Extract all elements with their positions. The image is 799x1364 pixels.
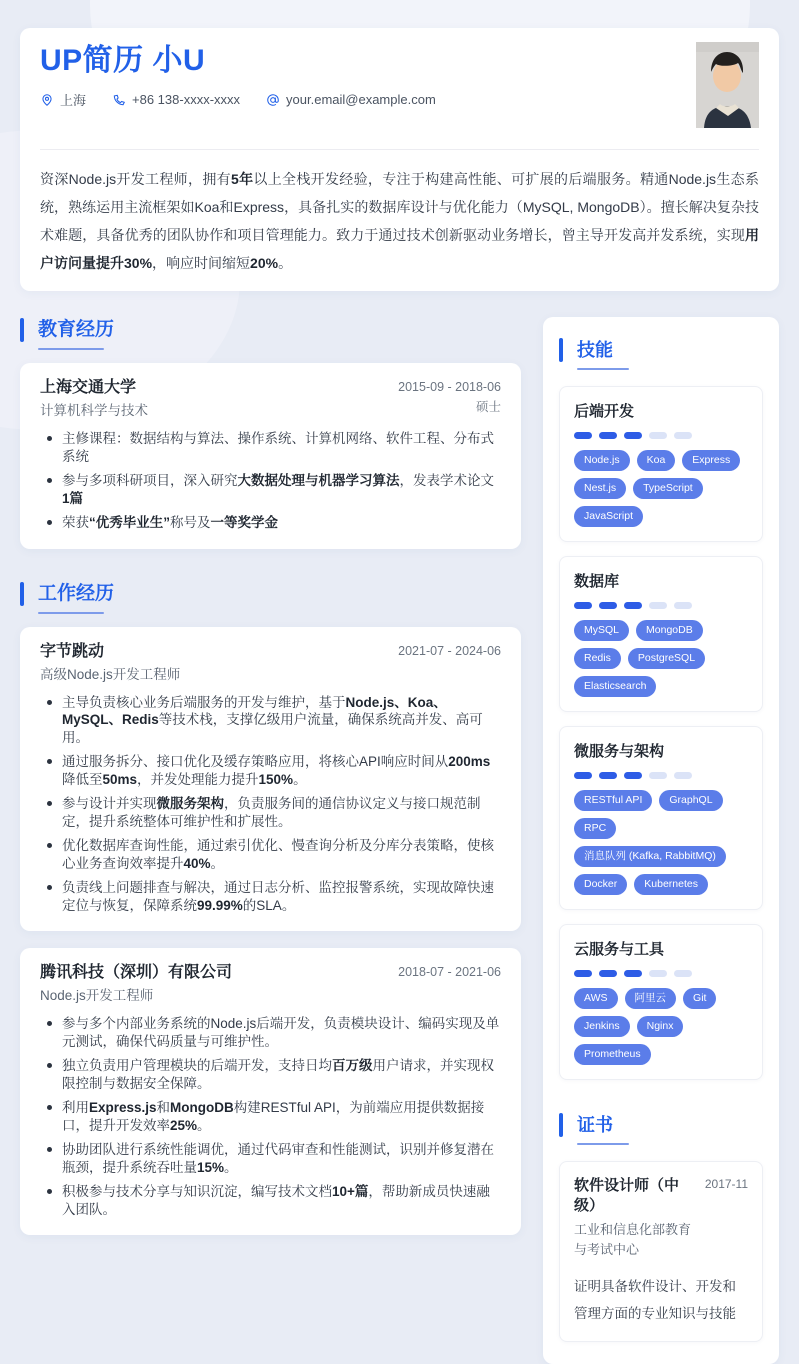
section-underline xyxy=(577,368,629,370)
bullet-item: 积极参与技术分享与知识沉淀，编写技术文档10+篇，帮助新成员快速融入团队。 xyxy=(40,1183,501,1218)
section-title: 工作经历 xyxy=(38,582,115,604)
rating-segment xyxy=(574,970,592,977)
header-card xyxy=(20,28,779,291)
contact-row xyxy=(40,90,759,109)
rating-segment xyxy=(674,772,692,779)
header-divider xyxy=(40,149,759,150)
bullet-item: 参与设计并实现微服务架构，负责服务间的通信协议定义与接口规范制定，提升系统整体可维护性和扩展性。 xyxy=(40,795,501,830)
skill-list xyxy=(559,386,763,1080)
bullet-item: 参与多个内部业务系统的Node.js后端开发，负责模块设计、编码实现及单元测试，确保代码质量与可维护性。 xyxy=(40,1015,501,1050)
email-text: your.email@example.com xyxy=(286,92,436,107)
section-title: 教育经历 xyxy=(38,319,115,340)
skill-tag: 消息队列 (Kafka, RabbitMQ) xyxy=(574,846,726,867)
sidebar xyxy=(543,317,779,1364)
skill-tag: Nginx xyxy=(637,1016,684,1037)
skill-tag: Node.js xyxy=(574,450,630,471)
skill-rating xyxy=(574,970,748,977)
work-card xyxy=(20,627,521,932)
skill-tag: RPC xyxy=(574,818,616,839)
rating-segment xyxy=(674,970,692,977)
skill-tag: Nest.js xyxy=(574,478,626,499)
section-header-certificates xyxy=(559,1112,763,1145)
rating-segment xyxy=(574,602,592,609)
rating-segment xyxy=(599,602,617,609)
skill-group-name: 微服务与架构 xyxy=(574,743,665,760)
work-date: 2018-07 - 2021-06 xyxy=(398,965,501,979)
certificate-name: 软件设计师（中级） xyxy=(574,1177,680,1214)
bullet-item: 优化数据库查询性能，通过索引优化、慢查询分析及分库分表策略，使核心业务查询效率提升40%。 xyxy=(40,837,501,872)
work-list xyxy=(20,627,521,1236)
education-card xyxy=(20,363,521,549)
avatar xyxy=(696,42,759,128)
rating-segment xyxy=(649,602,667,609)
education-date: 2015-09 - 2018-06 xyxy=(398,380,501,394)
rating-segment xyxy=(624,602,642,609)
bullet-item: 负责线上问题排查与解决，通过日志分析、监控报警系统，实现故障快速定位与恢复，保障系统99.99%的SLA。 xyxy=(40,879,501,914)
skill-rating xyxy=(574,602,748,609)
contact-phone xyxy=(112,92,240,107)
education-main xyxy=(40,378,148,420)
skill-tag: MySQL xyxy=(574,620,629,641)
work-bullets xyxy=(40,1015,501,1218)
rating-segment xyxy=(574,432,592,439)
rating-segment xyxy=(674,602,692,609)
main-content xyxy=(20,317,779,1364)
skill-tag: Redis xyxy=(574,648,621,669)
skill-tag: RESTful API xyxy=(574,790,652,811)
section-title: 证书 xyxy=(577,1115,613,1135)
school-name: 上海交通大学 xyxy=(40,379,137,396)
rating-segment xyxy=(649,432,667,439)
rating-segment xyxy=(649,772,667,779)
rating-segment xyxy=(624,432,642,439)
skill-tag: MongoDB xyxy=(636,620,703,641)
rating-segment xyxy=(599,772,617,779)
work-meta xyxy=(388,963,501,981)
work-card-header xyxy=(40,963,501,1005)
section-underline xyxy=(577,1143,629,1145)
bullet-item: 参与多项科研项目，深入研究大数据处理与机器学习算法，发表学术论文1篇 xyxy=(40,472,501,507)
company-name: 字节跳动 xyxy=(40,642,105,660)
skill-group-name: 数据库 xyxy=(574,573,620,590)
work-card xyxy=(20,948,521,1235)
contact-location xyxy=(40,90,86,109)
job-title: Node.js开发工程师 xyxy=(40,988,154,1003)
skill-tag: GraphQL xyxy=(659,790,722,811)
rating-segment xyxy=(624,772,642,779)
education-meta xyxy=(388,378,501,416)
work-date: 2021-07 - 2024-06 xyxy=(398,643,501,658)
contact-email xyxy=(266,92,436,107)
section-header-skills xyxy=(559,337,763,370)
major-name: 计算机科学与技术 xyxy=(40,403,148,418)
company-name: 腾讯科技（深圳）有限公司 xyxy=(40,964,233,981)
profile-summary: 资深Node.js开发工程师，拥有5年以上全栈开发经验，专注于构建高性能、可扩展的后端服务。精通Node.js生态系统，熟练运用主流框架如Koa和Express，具备扎实的数据库设计与优化能力（MySQL, MongoDB）。擅长解决复杂技术难题，具备优秀的团队协作和项目管理能力。致力于通过技术创新驱动业务增长，曾主导开发高并发系统，实现用户访问量提升30%，响应时间缩短20%。 xyxy=(40,171,760,271)
education-bullets xyxy=(40,430,501,532)
skill-rating xyxy=(574,432,748,439)
work-card-header xyxy=(40,642,501,684)
skill-tag: Express xyxy=(682,450,740,471)
skill-tag: PostgreSQL xyxy=(628,648,705,669)
phone-icon xyxy=(112,93,126,107)
rating-segment xyxy=(599,432,617,439)
education-card-header xyxy=(40,378,501,420)
skill-tag: Docker xyxy=(574,874,627,895)
skill-rating xyxy=(574,772,748,779)
skill-tags xyxy=(574,450,748,527)
job-title: 高级Node.js开发工程师 xyxy=(40,666,181,682)
bullet-item: 主修课程：数据结构与算法、操作系统、计算机网络、软件工程、分布式系统 xyxy=(40,430,501,465)
skill-tag: Koa xyxy=(637,450,676,471)
certificate-header xyxy=(574,1176,748,1216)
skill-tag: TypeScript xyxy=(633,478,703,499)
section-header-work xyxy=(20,581,521,614)
skill-tag: Prometheus xyxy=(574,1044,651,1065)
location-text: 上海 xyxy=(60,93,87,108)
page-title: UP简历 小U xyxy=(40,44,206,77)
section-header-education xyxy=(20,317,521,350)
skill-tag: 阿里云 xyxy=(625,988,677,1009)
bullet-item: 荣获“优秀毕业生”称号及一等奖学金 xyxy=(40,514,501,532)
bullet-item: 利用Express.js和MongoDB构建RESTful API，为前端应用提供数据接口，提升开发效率25%。 xyxy=(40,1099,501,1134)
skill-group-card xyxy=(559,556,763,712)
bullet-item: 主导负责核心业务后端服务的开发与维护，基于Node.js、Koa、MySQL、Redis等技术栈，支撑亿级用户流量，确保系统高并发、高可用。 xyxy=(40,694,501,747)
rating-segment xyxy=(674,432,692,439)
skill-group-card xyxy=(559,924,763,1080)
rating-segment xyxy=(574,772,592,779)
skill-tag: AWS xyxy=(574,988,618,1009)
skill-tags xyxy=(574,620,748,697)
skill-tag: Git xyxy=(683,988,716,1009)
skill-group-name: 云服务与工具 xyxy=(574,941,665,958)
certificate-issuer: 工业和信息化部教育与考试中心 xyxy=(574,1222,692,1257)
skill-tag: Kubernetes xyxy=(634,874,708,895)
location-pin-icon xyxy=(40,93,54,107)
skill-tag: Jenkins xyxy=(574,1016,630,1037)
rating-segment xyxy=(599,970,617,977)
certificate-date: 2017-11 xyxy=(704,1177,748,1191)
skill-group-name: 后端开发 xyxy=(574,403,635,420)
work-meta xyxy=(388,642,501,660)
section-underline xyxy=(38,348,104,350)
skill-tag: JavaScript xyxy=(574,506,643,527)
section-title: 技能 xyxy=(577,340,613,360)
rating-segment xyxy=(649,970,667,977)
skill-group-card xyxy=(559,386,763,542)
certificate-list xyxy=(559,1161,763,1342)
rating-segment xyxy=(624,970,642,977)
education-list xyxy=(20,363,521,549)
bullet-item: 通过服务拆分、接口优化及缓存策略应用，将核心API响应时间从200ms降低至50ms，并发处理能力提升150%。 xyxy=(40,753,501,788)
skill-tag: Elasticsearch xyxy=(574,676,656,697)
phone-text: +86 138-xxxx-xxxx xyxy=(132,92,241,107)
degree: 硕士 xyxy=(475,400,501,414)
skill-group-card xyxy=(559,726,763,910)
at-sign-icon xyxy=(266,93,280,107)
portrait-photo xyxy=(696,42,759,128)
work-main xyxy=(40,963,232,1005)
left-column xyxy=(20,317,521,1235)
bullet-item: 协助团队进行系统性能调优，通过代码审查和性能测试，识别并修复潜在瓶颈，提升系统吞吐量15%。 xyxy=(40,1141,501,1176)
bullet-item: 独立负责用户管理模块的后端开发，支持日均百万级用户请求，并实现权限控制与数据安全保障。 xyxy=(40,1057,501,1092)
skill-tags xyxy=(574,790,748,895)
skill-tags xyxy=(574,988,748,1065)
work-bullets xyxy=(40,694,501,915)
section-underline xyxy=(38,612,104,614)
certificate-card xyxy=(559,1161,763,1342)
work-main xyxy=(40,642,180,684)
certificate-description: 证明具备软件设计、开发和管理方面的专业知识与技能 xyxy=(574,1279,736,1321)
